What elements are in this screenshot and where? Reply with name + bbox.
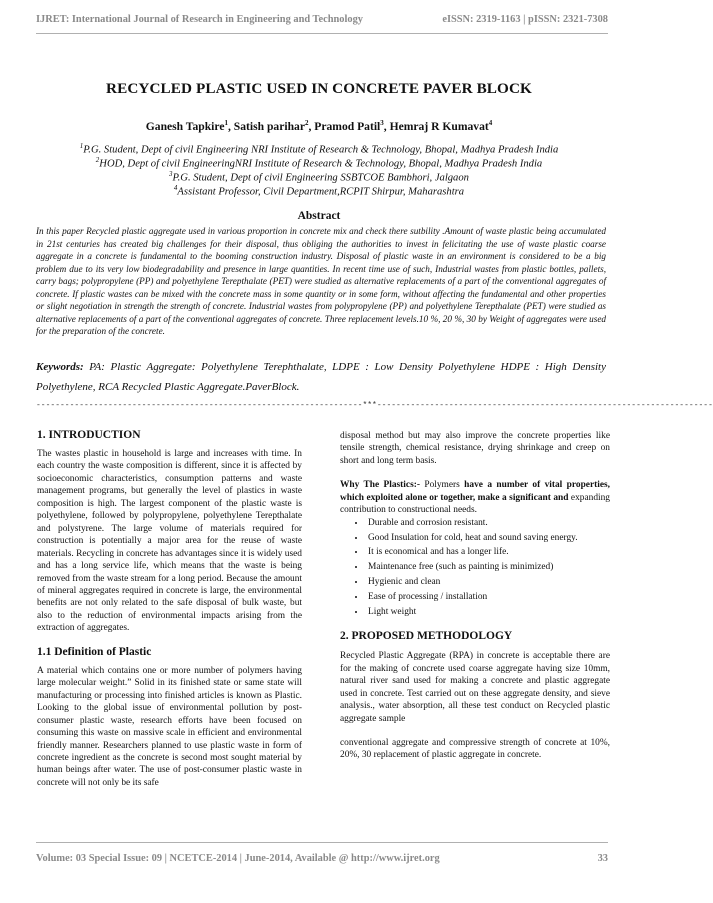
why-plastics-paragraph: Why The Plastics:- Polymers have a number of vital properties, which exploited alone or together, make a significant and expanding contribution to constructional needs. xyxy=(340,480,610,516)
journal-name: IJRET: International Journal of Research in Engineering and Technology xyxy=(36,14,363,25)
running-header xyxy=(36,14,608,25)
methodology-paragraph-2: conventional aggregate and compressive strength of concrete at 10%, 20%, 30 replacement of plastic aggregate in concrete. xyxy=(340,737,610,761)
properties-list xyxy=(340,517,610,619)
issn: eISSN: 2319-1163 | pISSN: 2321-7308 xyxy=(442,14,608,25)
affiliation-3: $^3$P.G. Student, Dept of civil Engineering SSBTCOE Bambhori, Jalgaon xyxy=(169,170,469,184)
keywords xyxy=(36,358,606,397)
abstract-text: In this paper Recycled plastic aggregate used in various proportion in concrete mix and check there sutbility .Amount of waste plastic being accumulated in 21st centuries has created big challenges for their disposal, thus obliging the authorities to invest in felicitating the use of waste plastic coarse aggregate in a concrete is fundamental to the booming construction industry. Disposal of plastic waste in an environment is considered to be a big problem due to its very low biodegradability and presence in large quantities. In recent time use of such, Industrial wastes from plastic bottles, pallets, carry bags; polypropylene (PP) and polyethylene Terepthalate (PET) were studied as alternative replacements of a part of the conventional aggregates of concrete. If plastic wastes can be mixed with the concrete mass in some quantity or in some form, without affecting the fundamental and other properties or slight negotiation in strength the strength of concrete. Industrial wastes from polypropylene (PP) and polyethylene Terepthalate (PET) were studied as alternative replacements of a part of the conventional aggregates of concrete. Three replacement levels.10 %, 20 %, 30 by Weight of aggregates were used for the preparation of the concrete. xyxy=(36,226,606,337)
section-separator: --------------------------------------------------------------------***---------------------------------------------------------------------- xyxy=(36,401,713,410)
affiliation-1: $^1$P.G. Student, Dept of civil Engineering NRI Institute of Research & Technology, Bhopal, Madhya Pradesh India xyxy=(79,142,559,156)
affiliation-2: $^2$HOD, Dept of civil EngineeringNRI Institute of Research & Technology, Bhopal, Madhya Pradesh India xyxy=(95,156,543,170)
list-item: • Hygienic and clean xyxy=(366,576,610,588)
methodology-paragraph: Recycled Plastic Aggregate (RPA) in concrete is acceptable there are for the making of concrete used coarse aggregate having size 10mm, natural river sand used for making a concrete and plastic aggregate used in concrete. Test carried out on these aggregate density, and sieve analysis., water absorption, all these test conduct on Recycled plastic aggregate sample xyxy=(340,651,610,724)
header-rule xyxy=(36,33,608,34)
definition-paragraph: A material which contains one or more number of polymers having large molecular weight.” Solid in its finished state or same state will manufacturing or processing into finished articles is known as Plastic. Looking to the global issue of environmental pollution by post-consumer plastic waste, research efforts have been focused on consuming this waste on massive scale in efficient and environmental friendly manner. Researchers planned to use plastic waste in form of concrete ingredient as the concrete is second most sought material by human beings after water. The use of post-consumer plastic waste in concrete will not only be its safe xyxy=(37,665,302,788)
author-2: Satish parihar$^2$, xyxy=(233,119,315,133)
author-3: Pramod Patil$^3$, xyxy=(314,119,390,133)
author-list xyxy=(0,119,638,133)
intro-heading: 1. INTRODUCTION xyxy=(37,429,141,441)
list-item: • Light weight xyxy=(366,606,610,618)
list-item: • Ease of processing / installation xyxy=(366,591,610,603)
keywords-label: Keywords: xyxy=(36,361,84,373)
paper-title: RECYCLED PLASTIC USED IN CONCRETE PAVER BLOCK xyxy=(106,80,532,97)
list-item: • Maintenance free (such as painting is minimized) xyxy=(366,561,610,573)
continued-paragraph: disposal method but may also improve the concrete properties like tensile strength, chemical resistance, drying shrinkage and creep on short and long term basis. xyxy=(340,431,610,466)
keywords-text: PA: Plastic Aggregate: Polyethylene Terephthalate, LDPE : Low Density Polyethylene HDPE : High Density Polyethylene, RCA Recycled Plastic Aggregate.PaverBlock. xyxy=(36,361,606,393)
footer-volume: Volume: 03 Special Issue: 09 | NCETCE-2014 | June-2014, Available @ http://www.ijret.org xyxy=(36,853,440,864)
list-item: • Durable and corrosion resistant. xyxy=(366,517,610,529)
author-4: Hemraj R Kumavat$^4$ xyxy=(389,119,493,133)
right-column xyxy=(340,430,610,762)
methodology-heading: 2. PROPOSED METHODOLOGY xyxy=(340,630,513,643)
affiliation-4: $^4$Assistant Professor, Civil Department,RCPIT Shirpur, Maharashtra xyxy=(173,184,465,198)
author-1: Ganesh Tapkire$^1$, xyxy=(145,119,234,133)
list-item: • Good Insulation for cold, heat and sound saving energy. xyxy=(366,532,610,544)
list-item: • It is economical and has a longer life. xyxy=(366,546,610,558)
page-number: 33 xyxy=(597,853,608,864)
abstract-heading: Abstract xyxy=(297,210,341,222)
definition-heading: 1.1 Definition of Plastic xyxy=(37,645,152,658)
running-footer xyxy=(36,853,608,864)
intro-paragraph: The wastes plastic in household is large and increases with time. In each country the waste composition is different, since it is affected by socioeconomic characteristics, consumption patterns and waste management programs, but generally the level of plastics in waste composition is high. The largest component of the plastic waste is polyethylene, followed by polypropylene, polyethylene Terepthalate and polystyrene. The large volume of materials required for construction is potentially a major area for the reuse of waste materials. Recycling in concrete has advantages since it is widely used and has a long service life, which means that the waste is being removed from the waste stream for a long period. Because the amount of mineral aggregates required in concrete is large, the environmental benefits are not only related to the safe disposal of bulk waste, but also to the reduction of environmental impacts arising from the extraction of aggregates. xyxy=(37,449,302,634)
left-column xyxy=(37,429,302,789)
footer-rule xyxy=(36,842,608,843)
